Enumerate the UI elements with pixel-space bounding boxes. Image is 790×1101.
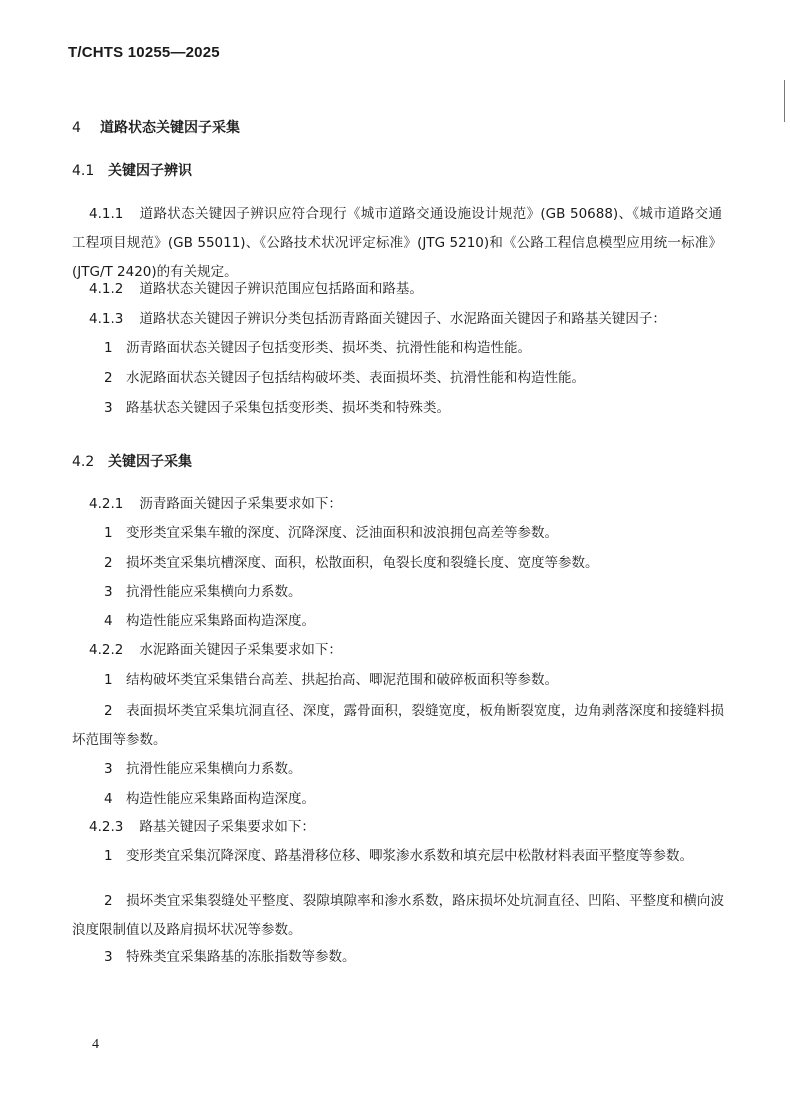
clause-4-1-3: [72, 305, 666, 334]
list-item: [72, 943, 724, 972]
item-text: 变形类宜采集沉降深度、路基滑移位移、唧浆渗水系数和填充层中松散材料表面平整度等参数。: [126, 848, 693, 864]
section-title: 关键因子采集: [108, 454, 192, 470]
list-item: [72, 607, 724, 636]
item-text: 构造性能应采集路面构造深度。: [126, 791, 315, 807]
item-text: 抗滑性能应采集横向力系数。: [126, 761, 302, 777]
section-4-2-heading: [72, 451, 192, 471]
clause-number: 4.2.2: [89, 642, 124, 658]
item-number: 3: [104, 761, 113, 777]
clause-4-2-3: [72, 813, 315, 842]
item-text: 表面损坏类宜采集坑洞直径、深度，露骨面积，裂缝宽度，板角断裂宽度，边角剥落深度和接缝料损坏范围等参数。: [72, 703, 724, 748]
page-edge-mark: [784, 80, 785, 122]
item-number: 2: [104, 893, 113, 909]
item-number: 1: [104, 672, 113, 688]
list-item: [72, 755, 724, 784]
clause-text: 道路状态关键因子辨识分类包括沥青路面关键因子、水泥路面关键因子和路基关键因子：: [139, 311, 666, 327]
clause-text: 道路状态关键因子辨识应符合现行《城市道路交通设施设计规范》(GB 50688)、《城市道路交通工程项目规范》(GB 55011)、《公路技术状况评定标准》(JTG 5210)和《公路工程信息模型应用统一标准》(JTG/T 2420)的有关规定。: [72, 206, 722, 280]
section-number: 4.2: [72, 454, 95, 470]
item-number: 4: [104, 613, 113, 629]
section-4-1-heading: [72, 160, 192, 180]
item-text: 变形类宜采集车辙的深度、沉降深度、泛油面积和波浪拥包高差等参数。: [126, 525, 558, 541]
clause-number: 4.2.1: [89, 496, 124, 512]
item-number: 4: [104, 791, 113, 807]
item-text: 特殊类宜采集路基的冻胀指数等参数。: [126, 949, 356, 965]
item-text: 沥青路面状态关键因子包括变形类、损坏类、抗滑性能和构造性能。: [126, 340, 531, 356]
clause-number: 4.2.3: [89, 819, 124, 835]
section-4-heading: [72, 117, 240, 137]
item-number: 3: [104, 584, 113, 600]
clause-number: 4.1.3: [89, 311, 124, 327]
list-item: [72, 578, 724, 607]
clause-4-2-1: [72, 490, 342, 519]
item-text: 构造性能应采集路面构造深度。: [126, 613, 315, 629]
item-number: 2: [104, 370, 113, 386]
clause-text: 道路状态关键因子辨识范围应包括路面和路基。: [139, 281, 423, 297]
item-number: 1: [104, 525, 113, 541]
list-item: [72, 666, 724, 695]
list-item: [72, 364, 724, 393]
list-item: [72, 887, 724, 945]
list-item: [72, 697, 724, 755]
clause-text: 水泥路面关键因子采集要求如下：: [139, 642, 342, 658]
item-number: 3: [104, 400, 113, 416]
clause-text: 沥青路面关键因子采集要求如下：: [139, 496, 342, 512]
item-number: 2: [104, 703, 113, 719]
list-item: [72, 394, 724, 423]
standard-id: T/CHTS 10255—2025: [68, 44, 220, 61]
list-item: [72, 785, 724, 814]
item-number: 3: [104, 949, 113, 965]
item-text: 水泥路面状态关键因子包括结构破坏类、表面损坏类、抗滑性能和构造性能。: [126, 370, 585, 386]
item-number: 2: [104, 555, 113, 571]
section-number: 4.1: [72, 163, 95, 179]
item-text: 损坏类宜采集坑槽深度、面积，松散面积，龟裂长度和裂缝长度、宽度等参数。: [126, 555, 599, 571]
section-title: 关键因子辨识: [108, 163, 192, 179]
list-item: [72, 334, 724, 363]
item-text: 损坏类宜采集裂缝处平整度、裂隙填隙率和渗水系数，路床损坏处坑洞直径、凹陷、平整度和横向波浪度限制值以及路肩损坏状况等参数。: [72, 893, 724, 938]
list-item: [72, 842, 724, 871]
item-number: 1: [104, 848, 113, 864]
clause-number: 4.1.1: [89, 206, 124, 222]
list-item: [72, 519, 724, 548]
page-number: 4: [92, 1037, 99, 1052]
list-item: [72, 549, 724, 578]
clause-number: 4.1.2: [89, 281, 124, 297]
clause-text: 路基关键因子采集要求如下：: [139, 819, 315, 835]
item-text: 抗滑性能应采集横向力系数。: [126, 584, 302, 600]
clause-4-2-2: [72, 636, 342, 665]
section-number: 4: [72, 120, 81, 136]
clause-4-1-2: [72, 275, 423, 304]
item-text: 结构破坏类宜采集错台高差、拱起抬高、唧泥范围和破碎板面积等参数。: [126, 672, 558, 688]
item-number: 1: [104, 340, 113, 356]
item-text: 路基状态关键因子采集包括变形类、损坏类和特殊类。: [126, 400, 450, 416]
clause-4-1-1: [72, 200, 722, 287]
section-title: 道路状态关键因子采集: [100, 120, 240, 136]
